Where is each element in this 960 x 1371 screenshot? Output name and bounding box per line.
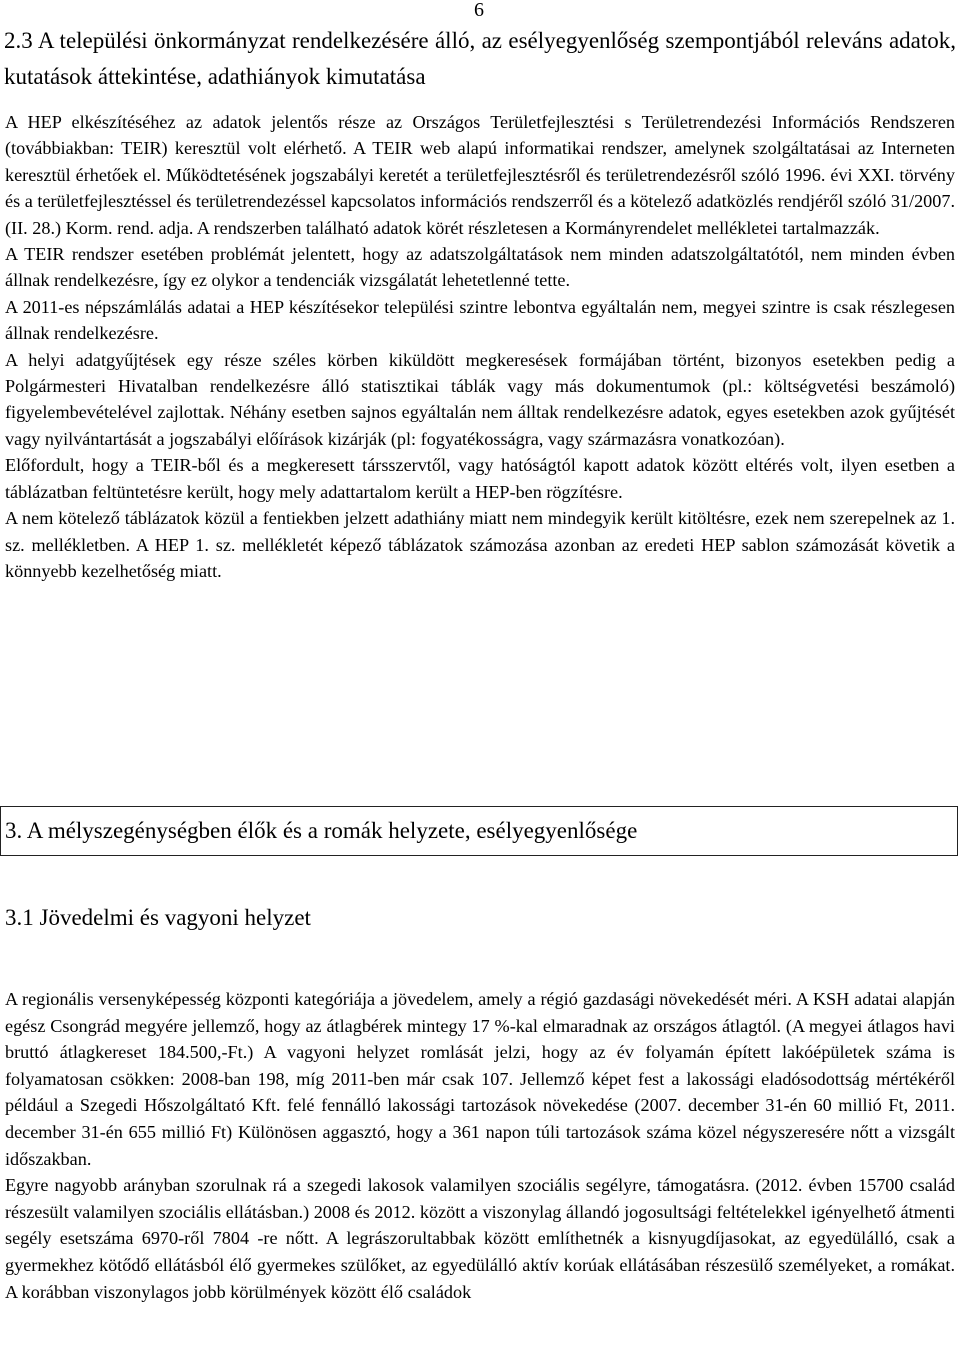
paragraph-census: A 2011-es népszámlálás adatai a HEP készítésekor települési szintre lebontva egyáltalán nem, megyei szintre is csak részlegesen állnak rendelkezésre. xyxy=(5,296,955,344)
chapter-heading-3: 3. A mélyszegénységben élők és a romák helyzete, esélyegyenlősége xyxy=(5,818,638,843)
paragraph-discrepancy: Előfordult, hogy a TEIR-ből és a megkeresett társszervtől, vagy hatóságtól kapott adatok között eltérés volt, ilyen esetben a táblázatban feltüntetésre került, hogy mely adattartalom került a HEP-ben rögzítésre. xyxy=(5,455,955,502)
paragraph-teir-problem: A TEIR rendszer esetében problémát jelentett, hogy az adatszolgáltatások nem minden adatszolgáltatótól, nem minden évben állnak rendelkezésre, így ez olykor a tendenciák vizsgálatát lehetetlenné tette. xyxy=(5,244,955,291)
paragraph-teir-intro: A HEP elkészítéséhez az adatok jelentős része az Országos Területfejlesztési s Területrendezési Információs Rendszeren (továbbiakban: TEIR) keresztül volt elérhető. A TEIR web alapú informatikai rendszer, amelynek szolgáltatásai az Interneten keresztül érhetőek el. Működtetésének jogszabályi keretét a területfejlesztésről és területrendezésről szóló 1996. évi XXI. törvény és a területfejlesztéssel és területrendezéssel kapcsolatos információs rendszerről és a kötelező adatközlés rendjéről szóló 31/2007. (II. 28.) Korm. rend. adja. A rendszerben található adatok körét részletesen a Kormányrendelet mellékletei tartalmazzák. xyxy=(5,112,955,238)
section-title-2-3: 2.3 A települési önkormányzat rendelkezésére álló, az esélyegyenlőség szempontjából releváns adatok, kutatások áttekintése, adathiányok kimutatása xyxy=(4,28,956,89)
subsection-body xyxy=(5,986,955,1305)
page-number: 6 xyxy=(474,0,484,21)
paragraph-local-data: A helyi adatgyűjtések egy része széles körben kiküldött megkeresések formájában történt, bizonyos esetekben pedig a Polgármesteri Hivatalban rendelkezésre álló statisztikai táblák vagy más dokumentumok (pl.: költségvetési beszámoló) figyelembevételével zajlottak. Néhány esetben sajnos egyáltalán nem álltak rendelkezésre adatok, egyes esetekben azok gyűjtését vagy nyilvántartását a jogszabályi előírások kizárják (pl: fogyatékosságra, vagy származásra vonatkozóan). xyxy=(5,349,955,449)
section-body xyxy=(5,109,955,584)
paragraph-optional-tables: A nem kötelező táblázatok közül a fentiekben jelzett adathiány miatt nem mindegyik került kitöltésre, ezek nem szerepelnek az 1. sz. mellékletben. A HEP 1. sz. mellékletét képező táblázatok számozása azonban az eredeti HEP sablon számozását követik a könnyebb kezelhetőség miatt. xyxy=(5,508,955,581)
paragraph-social-aid: Egyre nagyobb arányban szorulnak rá a szegedi lakosok valamilyen szociális segélyre, támogatásra. (2012. évben 15700 család részesült valamilyen szociális ellátásban.) 2008 és 2012. között a viszonylag állandó jogosultsági feltételekkel igényelhető átmenti segély esetszáma 6970-ről 7804 -re nőtt. A legrászorultabbak között említhetnék a kisnyugdíjasokat, az egyedülálló, csak a gyermekhez kötődő ellátásból élő gyermekes szülőket, az egyedülálló aktív korúak ellátásában részesülő személyeket, a romákat. A korábban viszonylagos jobb körülmények között élő családok xyxy=(5,1175,955,1302)
paragraph-income: A regionális versenyképesség központi kategóriája a jövedelem, amely a régió gazdasági növekedését méri. A KSH adatai alapján egész Csongrád megyére jellemző, hogy az átlagbérek mintegy 17 %-kal elmaradnak az országos átlagtól. (A megyei átlagos havi bruttó átlagkereset 184.500,-Ft.) A vagyoni helyzet romlását jelzi, hogy az év folyamán épített lakóépületek száma is folyamatosan csökken: 2008-ban 198, míg 2011-ben már csak 107. Jellemző képet fest a lakossági eladósodottság mértékéről például a Szegedi Hőszolgáltató Kft. felé fennálló lakossági tartozások növekedése (2007. december 31-én 60 millió Ft, 2011. december 31-én 655 millió Ft) Különösen aggasztó, hogy a 361 napon túli tartozások száma közel négyszeresére nőtt a vizsgált időszakban. xyxy=(5,989,955,1169)
subsection-heading-3-1: 3.1 Jövedelmi és vagyoni helyzet xyxy=(5,905,311,930)
